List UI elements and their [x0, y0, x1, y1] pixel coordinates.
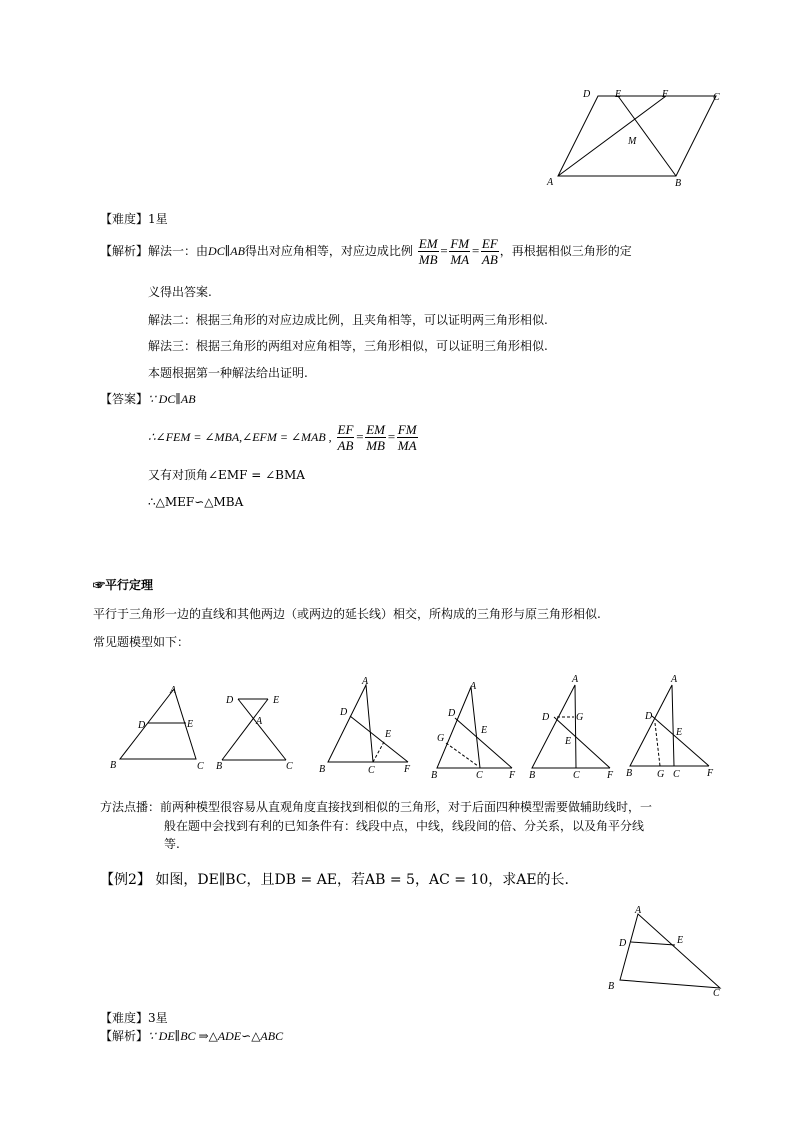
- analysis-label: 【解析】: [100, 1029, 149, 1043]
- fig5-A: A: [572, 674, 579, 685]
- difficulty-value: 3星: [148, 1011, 168, 1025]
- fig5-B: B: [529, 770, 536, 781]
- fraction: $\frac{EF}{AB}$: [481, 236, 498, 267]
- fig6-B: B: [626, 768, 633, 779]
- fig5-D: D: [542, 712, 550, 723]
- fig3-D: D: [340, 707, 348, 718]
- analysis-line-3: 解法二：根据三角形的对应边成比例，且夹角相等，可以证明两三角形相似.: [148, 313, 548, 327]
- fig6-C: C: [673, 769, 680, 780]
- answer-line-2: ∴∠FEM = ∠MBA,∠EFM = ∠MAB , $\frac{EF}{AB}$ = $\frac{EM}{MB}$ = $\frac{FM}{MA}$: [148, 422, 417, 453]
- section-line-2: 常见题模型如下：: [93, 635, 190, 649]
- section-title: 平行定理: [105, 578, 154, 592]
- answer-line-3: 又有对顶角∠EMF = ∠BMA: [148, 468, 305, 482]
- example-2: [100, 871, 569, 889]
- fig1-D: D: [138, 720, 146, 731]
- difficulty-label: 【难度】: [100, 212, 149, 226]
- example-2-diagram: [600, 900, 735, 1000]
- label-F: F: [662, 89, 669, 100]
- pointing-hand-icon: ☞: [93, 578, 106, 592]
- fig4-B: B: [431, 770, 438, 781]
- parallelogram-diagram: [540, 86, 730, 190]
- difficulty-row-2: [100, 1010, 168, 1026]
- section-heading: [93, 577, 153, 593]
- analysis-line-1: 【解析】解法一：由DC∥AB得出对应角相等，对应边成比例 $\frac{EM}{MB}$ = $\frac{FM}{MA}$ = $\frac{EF}{AB}$ ，再根据相似三角形的定: [100, 236, 632, 267]
- answer-label: 【答案】: [100, 392, 149, 406]
- example-label: 【例2】: [100, 872, 151, 888]
- fraction: $\frac{EM}{MB}$: [418, 236, 438, 267]
- label-A: A: [547, 177, 554, 188]
- section-line-1: 平行于三角形一边的直线和其他两边（或两边的延长线）相交，所构成的三角形与原三角形相似.: [93, 607, 601, 621]
- fraction: $\frac{FM}{MA}$: [450, 236, 470, 267]
- model-figures: [100, 665, 730, 790]
- label-M: M: [628, 136, 637, 147]
- ex-label-D: D: [619, 938, 627, 949]
- label-C: C: [713, 92, 720, 103]
- difficulty-row: [100, 211, 168, 227]
- fig1-C: C: [197, 761, 204, 772]
- fig3-A: A: [362, 676, 369, 687]
- method-line-2: 般在题中会找到有利的已知条件有：线段中点，中线，线段间的倍、分关系，以及角平分线: [164, 819, 645, 833]
- label-E: E: [615, 89, 622, 100]
- fig3-E: E: [385, 729, 392, 740]
- answer-line-1: 【答案】∵ DC∥AB: [100, 392, 196, 406]
- fig6-G: G: [657, 769, 665, 780]
- fig4-A: A: [470, 681, 477, 692]
- method-line-1: 方法点播：前两种模型很容易从直观角度直接找到相似的三角形，对于后面四种模型需要做辅助线时，一: [100, 800, 653, 814]
- fig5-G: G: [576, 712, 584, 723]
- method-label: 方法点播：: [100, 800, 161, 814]
- fig1-A: A: [170, 685, 177, 696]
- method-line-3: 等.: [164, 837, 180, 851]
- fig4-C: C: [476, 770, 483, 781]
- ex-label-E: E: [677, 935, 684, 946]
- answer-line-4: ∴△MEF∽△MBA: [148, 495, 244, 509]
- fig1-B: B: [110, 760, 117, 771]
- analysis-row-2: 【解析】∵ DE∥BC ⇒△ADE∽△ABC: [100, 1029, 284, 1043]
- fig1-E: E: [187, 719, 194, 730]
- fig3-B: B: [319, 764, 326, 775]
- fig5-E: E: [565, 736, 572, 747]
- fig2-E: E: [273, 695, 280, 706]
- ex-label-B: B: [608, 981, 615, 992]
- analysis-line-2: 义得出答案.: [148, 285, 212, 299]
- analysis-label: 【解析】: [100, 244, 149, 258]
- fig6-A: A: [671, 674, 678, 685]
- fig4-F: F: [509, 770, 516, 781]
- ex-label-A: A: [635, 905, 642, 916]
- fig6-F: F: [707, 768, 714, 779]
- fraction: $\frac{EF}{AB}$: [337, 422, 354, 453]
- fig3-C: C: [368, 765, 375, 776]
- label-D: D: [583, 89, 591, 100]
- fig3-F: F: [404, 764, 411, 775]
- fig6-E: E: [676, 727, 683, 738]
- fig4-E: E: [481, 725, 488, 736]
- fig4-G: G: [437, 733, 445, 744]
- fig4-D: D: [448, 708, 456, 719]
- label-B: B: [675, 178, 682, 189]
- fig5-C: C: [573, 770, 580, 781]
- fig2-C: C: [286, 761, 293, 772]
- fig2-D: D: [226, 695, 234, 706]
- fig2-A: A: [256, 716, 263, 727]
- analysis-line-4: 解法三：根据三角形的两组对应角相等，三角形相似，可以证明三角形相似.: [148, 339, 548, 353]
- fraction: $\frac{EM}{MB}$: [366, 422, 385, 453]
- ex-label-C: C: [713, 988, 720, 999]
- fig2-B: B: [216, 761, 223, 772]
- fig6-D: D: [645, 711, 653, 722]
- difficulty-value: 1星: [148, 212, 168, 226]
- fraction: $\frac{FM}{MA}$: [397, 422, 417, 453]
- analysis-line-5: 本题根据第一种解法给出证明.: [148, 366, 308, 380]
- difficulty-label: 【难度】: [100, 1011, 149, 1025]
- example-text: 如图，DE∥BC，且DB = AE，若AB = 5，AC = 10，求AE的长.: [155, 872, 570, 888]
- fig5-F: F: [607, 770, 614, 781]
